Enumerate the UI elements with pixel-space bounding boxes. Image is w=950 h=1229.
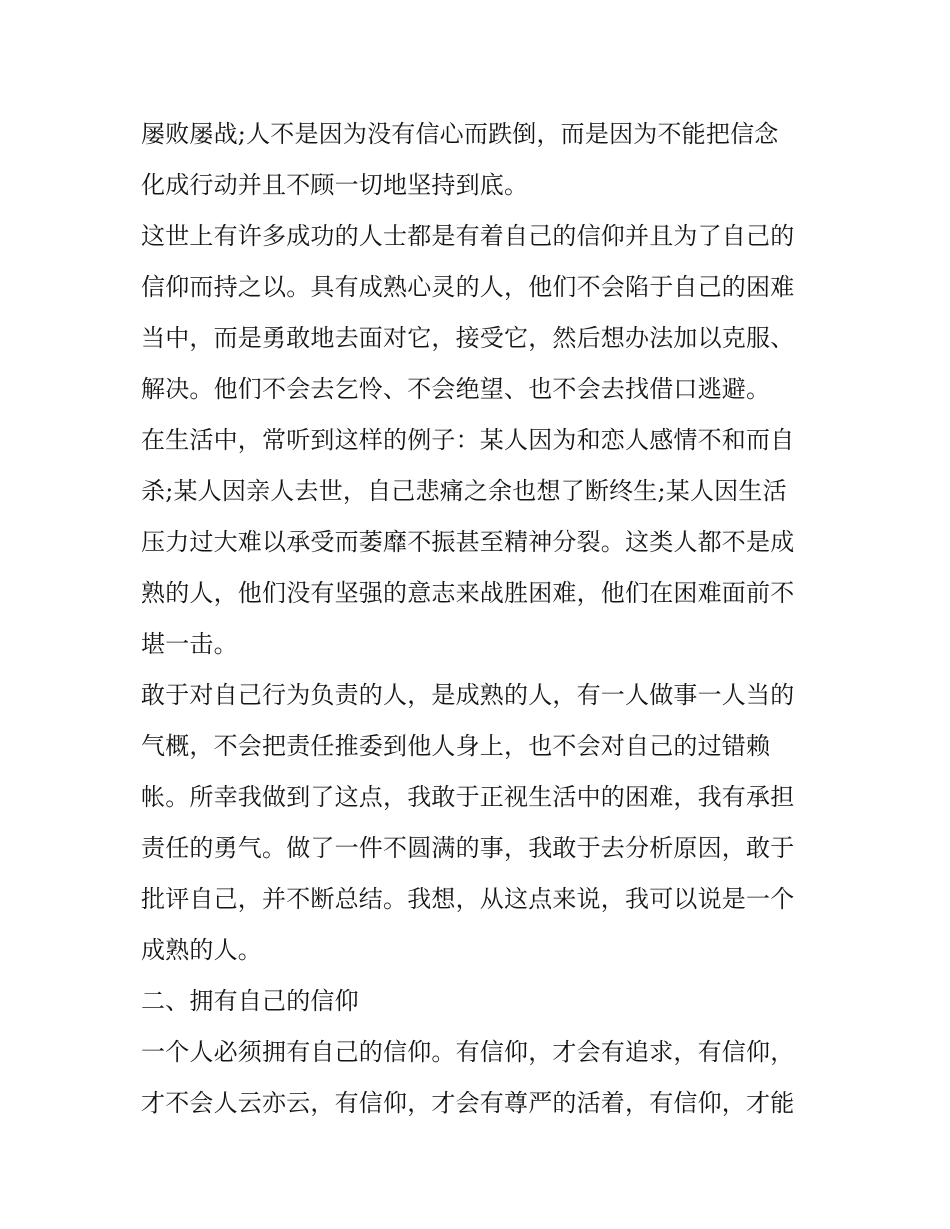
text-line: 一个人必须拥有自己的信仰。有信仰，才会有追求，有信仰， (141, 1038, 795, 1066)
text-line: 气概，不会把责任推委到他人身上，也不会对自己的过错赖 (141, 732, 771, 760)
text-line: 信仰而持之以。具有成熟心灵的人，他们不会陷于自己的困难 (141, 273, 795, 301)
text-line: 化成行动并且不顾一切地坚持到底。 (141, 171, 529, 199)
text-line: 堪一击。 (141, 630, 238, 658)
text-line: 这世上有许多成功的人士都是有着自己的信仰并且为了自己的 (141, 222, 795, 250)
text-line: 在生活中，常听到这样的例子：某人因为和恋人感情不和而自 (141, 426, 795, 454)
text-line: 杀;某人因亲人去世，自己悲痛之余也想了断终生;某人因生活 (141, 477, 787, 505)
document-body (141, 109, 821, 1129)
text-line: 解决。他们不会去乞怜、不会绝望、也不会去找借口逃避。 (141, 375, 771, 403)
text-line: 敢于对自己行为负责的人，是成熟的人，有一人做事一人当的 (141, 681, 795, 709)
text-line: 责任的勇气。做了一件不圆满的事，我敢于去分析原因，敢于 (141, 834, 795, 862)
text-line: 帐。所幸我做到了这点，我敢于正视生活中的困难，我有承担 (141, 783, 795, 811)
text-line: 压力过大难以承受而萎靡不振甚至精神分裂。这类人都不是成 (141, 528, 795, 556)
text-line: 当中，而是勇敢地去面对它，接受它，然后想办法加以克服、 (141, 324, 795, 352)
text-line: 成熟的人。 (141, 936, 262, 964)
text-line: 屡败屡战;人不是因为没有信心而跌倒，而是因为不能把信念 (141, 120, 779, 148)
text-line: 熟的人，他们没有坚强的意志来战胜困难，他们在困难面前不 (141, 579, 795, 607)
text-line: 批评自己，并不断总结。我想，从这点来说，我可以说是一个 (141, 885, 795, 913)
section-heading: 二、拥有自己的信仰 (141, 987, 359, 1015)
text-line: 才不会人云亦云，有信仰，才会有尊严的活着，有信仰，才能 (141, 1089, 795, 1117)
